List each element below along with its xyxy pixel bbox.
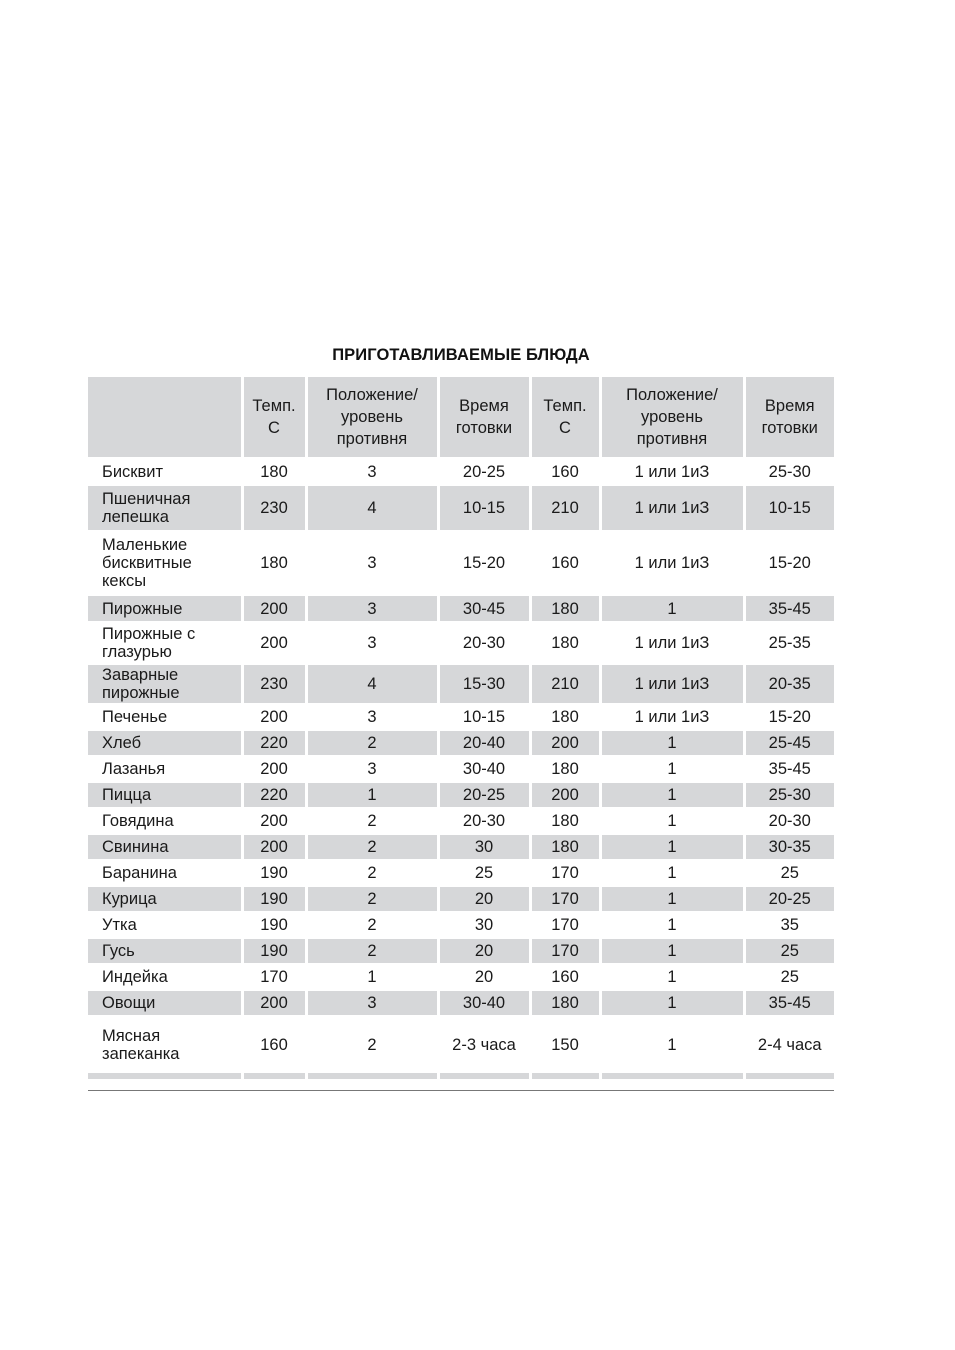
cell-temp-1: 200 <box>242 704 306 730</box>
cell-position-1: 2 <box>306 912 438 938</box>
cell-time-2: 35-45 <box>744 595 834 622</box>
table-row <box>88 782 834 808</box>
footer-cell <box>600 1073 744 1079</box>
cell-dish: Лазанья <box>88 756 242 782</box>
bottom-rule <box>88 1090 834 1091</box>
header-dish <box>88 377 242 459</box>
cell-time-2: 25-30 <box>744 459 834 486</box>
cell-temp-1: 200 <box>242 990 306 1016</box>
cell-position-2: 1 <box>600 990 744 1016</box>
cell-position-1: 1 <box>306 782 438 808</box>
cell-time-2: 10-15 <box>744 485 834 531</box>
cell-dish: Гусь <box>88 938 242 964</box>
table-row <box>88 938 834 964</box>
cell-temp-2: 210 <box>530 485 600 531</box>
cell-position-2: 1 <box>600 834 744 860</box>
table-row <box>88 595 834 622</box>
cell-position-1: 2 <box>306 1016 438 1073</box>
cell-dish: Курица <box>88 886 242 912</box>
cell-position-1: 2 <box>306 886 438 912</box>
cell-time-1: 30 <box>438 834 530 860</box>
cell-time-1: 10-15 <box>438 704 530 730</box>
table-row <box>88 808 834 834</box>
cell-time-2: 25-30 <box>744 782 834 808</box>
table-footer-strip <box>88 1073 834 1079</box>
header-position-1: Положение/ уровень противня <box>306 377 438 459</box>
cell-temp-2: 150 <box>530 1016 600 1073</box>
cell-time-2: 25-35 <box>744 622 834 664</box>
table-row <box>88 485 834 531</box>
cell-time-2: 35-45 <box>744 756 834 782</box>
cell-dish: Хлеб <box>88 730 242 756</box>
cell-position-2: 1 или 1иЗ <box>600 531 744 595</box>
cell-dish: Заварные пирожные <box>88 664 242 704</box>
cell-temp-1: 200 <box>242 622 306 664</box>
cell-dish: Баранина <box>88 860 242 886</box>
cell-time-1: 30-40 <box>438 990 530 1016</box>
table-row <box>88 756 834 782</box>
cell-temp-2: 170 <box>530 886 600 912</box>
table-row <box>88 860 834 886</box>
cell-dish: Индейка <box>88 964 242 990</box>
cell-position-1: 3 <box>306 595 438 622</box>
cell-time-1: 10-15 <box>438 485 530 531</box>
cell-position-1: 3 <box>306 756 438 782</box>
cell-temp-2: 170 <box>530 860 600 886</box>
table-row <box>88 664 834 704</box>
cell-time-1: 2-3 часа <box>438 1016 530 1073</box>
cell-time-1: 20-30 <box>438 808 530 834</box>
cell-position-1: 1 <box>306 964 438 990</box>
cell-temp-1: 180 <box>242 459 306 486</box>
cell-temp-2: 200 <box>530 782 600 808</box>
cell-temp-1: 200 <box>242 756 306 782</box>
cell-temp-1: 200 <box>242 808 306 834</box>
table-row <box>88 834 834 860</box>
table-row <box>88 704 834 730</box>
cell-time-1: 20 <box>438 938 530 964</box>
cell-position-2: 1 <box>600 938 744 964</box>
cell-temp-1: 220 <box>242 782 306 808</box>
cell-temp-2: 160 <box>530 964 600 990</box>
cell-dish: Печенье <box>88 704 242 730</box>
footer-cell <box>438 1073 530 1079</box>
table-row <box>88 886 834 912</box>
cell-dish: Пшеничная лепешка <box>88 485 242 531</box>
footer-cell <box>530 1073 600 1079</box>
page-title: ПРИГОТАВЛИВАЕМЫЕ БЛЮДА <box>332 346 590 364</box>
cell-position-2: 1 <box>600 1016 744 1073</box>
cell-position-2: 1 или 1иЗ <box>600 485 744 531</box>
cell-dish: Говядина <box>88 808 242 834</box>
cell-position-1: 2 <box>306 860 438 886</box>
cell-temp-1: 190 <box>242 886 306 912</box>
cell-temp-2: 180 <box>530 622 600 664</box>
cell-position-2: 1 <box>600 730 744 756</box>
cell-time-2: 25 <box>744 938 834 964</box>
cell-time-2: 20-35 <box>744 664 834 704</box>
cell-time-2: 35-45 <box>744 990 834 1016</box>
cell-time-2: 30-35 <box>744 834 834 860</box>
cell-dish: Маленькие бисквитные кексы <box>88 531 242 595</box>
cell-temp-1: 200 <box>242 595 306 622</box>
cell-position-2: 1 <box>600 756 744 782</box>
cell-time-2: 15-20 <box>744 704 834 730</box>
cell-position-2: 1 <box>600 595 744 622</box>
cell-position-2: 1 <box>600 912 744 938</box>
cell-temp-2: 210 <box>530 664 600 704</box>
cooking-table <box>88 377 834 1079</box>
cell-time-2: 2-4 часа <box>744 1016 834 1073</box>
cell-dish: Бисквит <box>88 459 242 486</box>
table-row <box>88 1016 834 1073</box>
cell-position-2: 1 или 1иЗ <box>600 704 744 730</box>
cell-temp-1: 160 <box>242 1016 306 1073</box>
cell-position-1: 2 <box>306 834 438 860</box>
cell-position-2: 1 <box>600 782 744 808</box>
cell-position-1: 2 <box>306 730 438 756</box>
footer-cell <box>306 1073 438 1079</box>
cell-dish: Пирожные <box>88 595 242 622</box>
cell-position-1: 3 <box>306 622 438 664</box>
cell-position-1: 3 <box>306 990 438 1016</box>
cell-time-2: 25 <box>744 860 834 886</box>
footer-cell <box>744 1073 834 1079</box>
header-time-1: Время готовки <box>438 377 530 459</box>
cell-position-2: 1 <box>600 860 744 886</box>
cell-temp-1: 190 <box>242 912 306 938</box>
table-row <box>88 730 834 756</box>
cell-temp-2: 180 <box>530 834 600 860</box>
cell-position-1: 3 <box>306 531 438 595</box>
table-row <box>88 912 834 938</box>
cell-time-1: 20-25 <box>438 782 530 808</box>
cell-temp-2: 170 <box>530 912 600 938</box>
table-row <box>88 622 834 664</box>
cell-time-1: 15-20 <box>438 531 530 595</box>
cell-temp-2: 170 <box>530 938 600 964</box>
cell-temp-1: 230 <box>242 664 306 704</box>
table-row <box>88 964 834 990</box>
footer-cell <box>242 1073 306 1079</box>
cell-dish: Пицца <box>88 782 242 808</box>
header-time-2: Время готовки <box>744 377 834 459</box>
cell-time-2: 25 <box>744 964 834 990</box>
cell-temp-2: 180 <box>530 990 600 1016</box>
cell-position-2: 1 <box>600 964 744 990</box>
cell-time-1: 30-40 <box>438 756 530 782</box>
cell-position-1: 2 <box>306 938 438 964</box>
cell-time-1: 25 <box>438 860 530 886</box>
cell-dish: Утка <box>88 912 242 938</box>
cell-position-1: 3 <box>306 459 438 486</box>
cell-time-1: 20-25 <box>438 459 530 486</box>
cell-position-2: 1 <box>600 886 744 912</box>
cell-dish: Мясная запеканка <box>88 1016 242 1073</box>
table-row <box>88 459 834 486</box>
cell-time-1: 30 <box>438 912 530 938</box>
cell-time-1: 15-30 <box>438 664 530 704</box>
cell-temp-2: 180 <box>530 756 600 782</box>
cell-temp-2: 160 <box>530 459 600 486</box>
header-temp-1: Темп. C <box>242 377 306 459</box>
cell-dish: Пирожные с глазурью <box>88 622 242 664</box>
header-position-2: Положение/ уровень противня <box>600 377 744 459</box>
cell-temp-1: 220 <box>242 730 306 756</box>
cell-temp-1: 190 <box>242 860 306 886</box>
cell-position-1: 3 <box>306 704 438 730</box>
cell-position-1: 2 <box>306 808 438 834</box>
cell-position-1: 4 <box>306 485 438 531</box>
header-temp-2: Темп. C <box>530 377 600 459</box>
cell-time-1: 20-40 <box>438 730 530 756</box>
cell-temp-1: 190 <box>242 938 306 964</box>
footer-cell <box>88 1073 242 1079</box>
cell-position-1: 4 <box>306 664 438 704</box>
cell-temp-2: 160 <box>530 531 600 595</box>
cell-time-2: 15-20 <box>744 531 834 595</box>
cell-temp-2: 180 <box>530 808 600 834</box>
table-row <box>88 990 834 1016</box>
table-row <box>88 531 834 595</box>
table-header-row <box>88 377 834 459</box>
cell-time-1: 20-30 <box>438 622 530 664</box>
cell-position-2: 1 или 1иЗ <box>600 664 744 704</box>
cell-temp-1: 170 <box>242 964 306 990</box>
cell-time-2: 20-30 <box>744 808 834 834</box>
cell-temp-1: 200 <box>242 834 306 860</box>
cell-position-2: 1 или 1иЗ <box>600 622 744 664</box>
cell-time-2: 35 <box>744 912 834 938</box>
cell-dish: Свинина <box>88 834 242 860</box>
cell-temp-1: 230 <box>242 485 306 531</box>
cell-time-1: 20 <box>438 886 530 912</box>
cell-time-1: 30-45 <box>438 595 530 622</box>
cell-temp-2: 200 <box>530 730 600 756</box>
cell-position-2: 1 или 1иЗ <box>600 459 744 486</box>
cell-temp-2: 180 <box>530 595 600 622</box>
cell-position-2: 1 <box>600 808 744 834</box>
cell-dish: Овощи <box>88 990 242 1016</box>
cell-temp-1: 180 <box>242 531 306 595</box>
cell-time-2: 20-25 <box>744 886 834 912</box>
cell-time-1: 20 <box>438 964 530 990</box>
cell-temp-2: 180 <box>530 704 600 730</box>
cell-time-2: 25-45 <box>744 730 834 756</box>
